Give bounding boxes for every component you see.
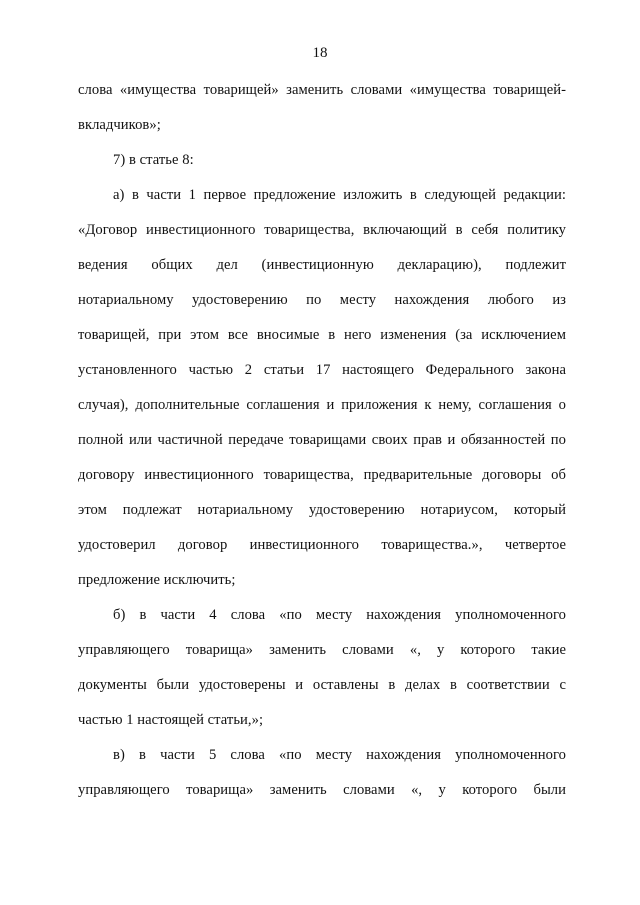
text-line: случая), дополнительные соглашения и приложения к нему, соглашения о (78, 397, 566, 413)
text-line: управляющего товарища» заменить словами «, у которого такие (78, 642, 566, 658)
text-line: ведения общих дел (инвестиционную декларацию), подлежит (78, 257, 566, 273)
list-item-heading: 7) в статье 8: (113, 152, 194, 168)
page-number: 18 (312, 45, 328, 61)
text-line: удостоверил договор инвестиционного товарищества.», четвертое (78, 537, 566, 553)
text-line: документы были удостоверены и оставлены в делах в соответствии с (78, 677, 566, 693)
text-line: этом подлежат нотариальному удостоверению нотариусом, который (78, 502, 566, 518)
text-line: в) в части 5 слова «по месту нахождения уполномоченного (113, 747, 566, 763)
text-line: частью 1 настоящей статьи,»; (78, 712, 264, 728)
text-line: «Договор инвестиционного товарищества, включающий в себя политику (78, 222, 566, 238)
text-line: а) в части 1 первое предложение изложить в следующей редакции: (113, 187, 566, 203)
text-line: товарищей, при этом все вносимые в него изменения (за исключением (78, 327, 566, 343)
text-line: предложение исключить; (78, 572, 236, 588)
text-line: управляющего товарища» заменить словами «, у которого были (78, 782, 566, 798)
text-line: нотариальному удостоверению по месту нахождения любого из (78, 292, 566, 308)
text-line: договору инвестиционного товарищества, предварительные договоры об (78, 467, 566, 483)
text-line: установленного частью 2 статьи 17 настоящего Федерального закона (78, 362, 566, 378)
text-line: б) в части 4 слова «по месту нахождения уполномоченного (113, 607, 566, 623)
text-line: вкладчиков»; (78, 117, 161, 133)
text-line: полной или частичной передаче товарищами своих прав и обязанностей по (78, 432, 566, 448)
text-line: слова «имущества товарищей» заменить словами «имущества товарищей- (78, 82, 566, 98)
